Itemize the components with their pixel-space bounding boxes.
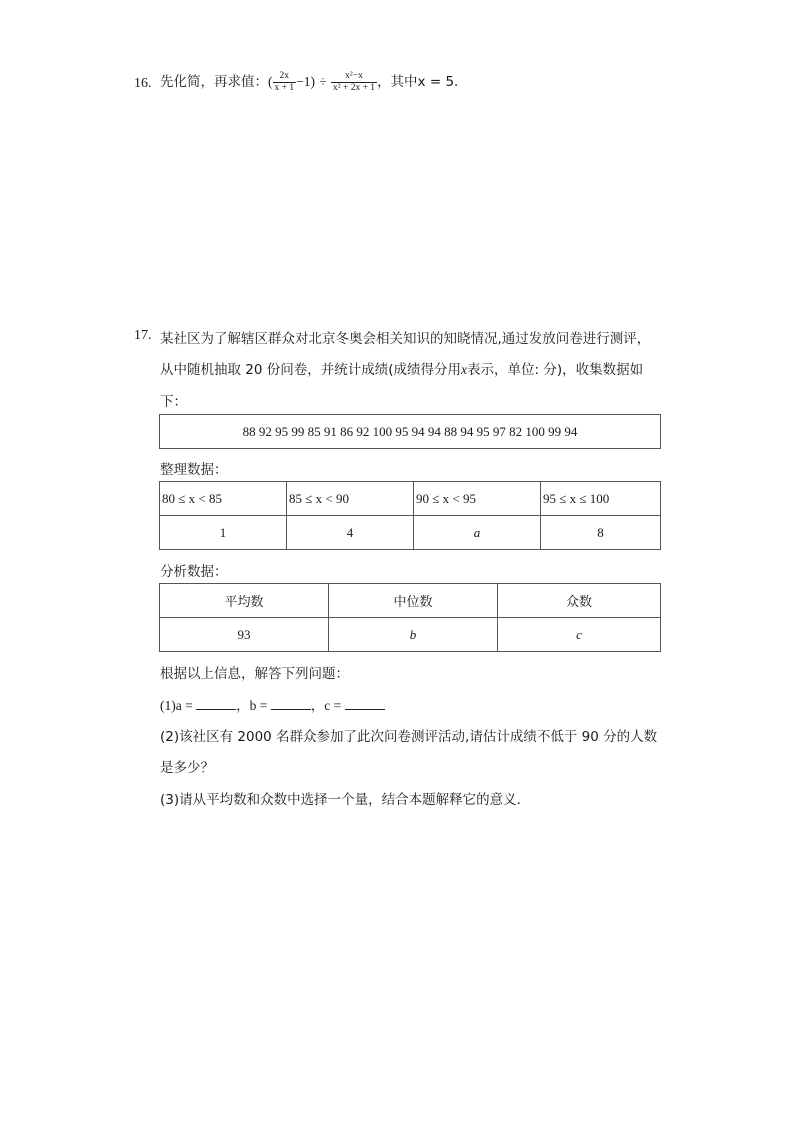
q17-number: 17. xyxy=(134,328,152,343)
group-value: 8 xyxy=(541,516,661,550)
variable-x: x xyxy=(461,362,468,377)
q16-number: 16. xyxy=(134,76,152,91)
raw-data-cell: 88 92 95 99 85 91 86 92 100 95 94 94 88 94 95 97 82 100 99 94 xyxy=(160,415,661,449)
q16-line xyxy=(160,68,458,96)
answer-blank-a[interactable] xyxy=(196,697,236,710)
stat-header: 众数 xyxy=(498,584,661,618)
stat-header: 中位数 xyxy=(329,584,498,618)
divide-sign: ÷ xyxy=(319,74,327,89)
q16-prompt: 先化简，再求值： xyxy=(160,74,268,90)
open-paren: ( xyxy=(268,74,273,89)
answer-blank-b[interactable] xyxy=(271,697,311,710)
stat-value: b xyxy=(329,618,498,652)
q17-line-2 xyxy=(160,358,643,378)
sub1-c-label: ，c = xyxy=(310,698,345,713)
stat-value: 93 xyxy=(160,618,329,652)
sub-question-1 xyxy=(160,694,385,714)
stat-header: 平均数 xyxy=(160,584,329,618)
q16-tail: ，其中x = 5. xyxy=(377,74,459,90)
raw-data-table xyxy=(159,414,661,449)
stat-value: c xyxy=(498,618,661,652)
group-value: 4 xyxy=(287,516,414,550)
analyze-label: 分析数据： xyxy=(160,564,228,580)
q17-line-3: 下： xyxy=(160,394,187,410)
group-header: 85 ≤ x < 90 xyxy=(287,482,414,516)
q17-line-1: 某社区为了解辖区群众对北京冬奥会相关知识的知晓情况,通过发放问卷进行测评， xyxy=(160,331,651,347)
group-value: 1 xyxy=(160,516,287,550)
q16-fraction-1 xyxy=(273,71,297,94)
frac1-denominator: x + 1 xyxy=(274,82,295,93)
q16-fraction-2 xyxy=(331,71,377,94)
group-value: a xyxy=(414,516,541,550)
sub-question-2-line-1: (2)该社区有 2000 名群众参加了此次问卷测评活动,请估计成绩不低于 90 分的人数 xyxy=(160,729,658,745)
frac2-denominator: x² + 2x + 1 xyxy=(332,82,376,93)
q17-line-2b: 表示，单位: 分)，收集数据如 xyxy=(467,362,644,378)
grouped-data-table xyxy=(159,481,661,550)
answer-prompt: 根据以上信息，解答下列问题： xyxy=(160,666,349,682)
sub-question-2-line-2: 是多少？ xyxy=(160,760,214,776)
group-header: 80 ≤ x < 85 xyxy=(160,482,287,516)
minus-one: −1) xyxy=(296,74,315,89)
sub1-a-label: (1)a = xyxy=(160,698,197,713)
group-header: 90 ≤ x < 95 xyxy=(414,482,541,516)
q17-line-2a: 从中随机抽取 20 份问卷，并统计成绩(成绩得分用 xyxy=(160,362,462,378)
analysis-table xyxy=(159,583,661,652)
sub1-b-label: ，b = xyxy=(236,698,271,713)
sub-question-3: (3)请从平均数和众数中选择一个量，结合本题解释它的意义． xyxy=(160,792,531,808)
frac2-numerator: x²−x xyxy=(331,71,377,83)
organize-label: 整理数据： xyxy=(160,462,228,478)
answer-blank-c[interactable] xyxy=(345,697,385,710)
frac1-numerator: 2x xyxy=(273,71,297,83)
group-header: 95 ≤ x ≤ 100 xyxy=(541,482,661,516)
